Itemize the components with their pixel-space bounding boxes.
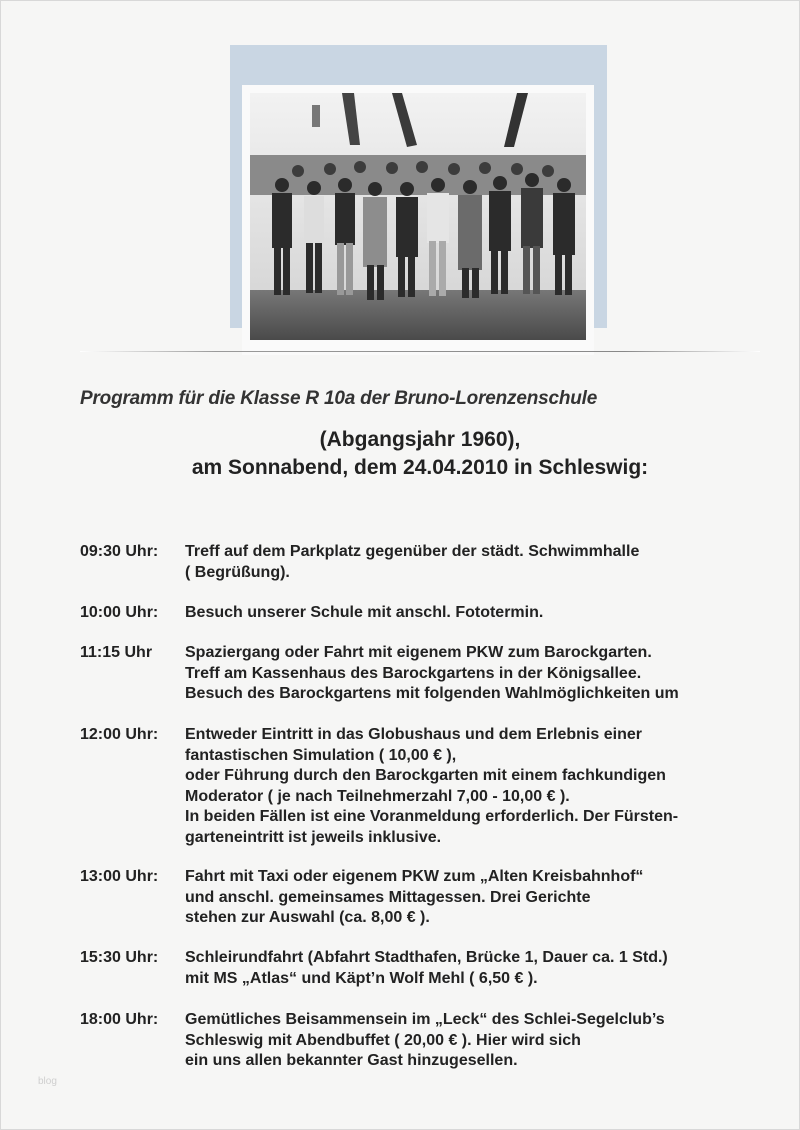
schedule-description (185, 867, 755, 929)
schedule-line: fantastischen Simulation ( 10,00 € ), (185, 746, 457, 764)
schedule-description (185, 725, 755, 848)
schedule-line: ( Begrüßung). (185, 563, 290, 581)
schedule-line: In beiden Fällen ist eine Voranmeldung erforderlich. Der Fürsten- (185, 808, 679, 825)
event-date-location: am Sonnabend, dem 24.04.2010 in Schleswig: (191, 456, 649, 479)
schedule-time: 18:00 Uhr: (80, 1011, 159, 1028)
schedule-line: Besuch unserer Schule mit anschl. Fototermin. (185, 604, 544, 621)
schedule-time: 15:30 Uhr: (80, 949, 159, 966)
schedule-line: Besuch des Barockgartens mit folgenden Wahlmöglichkeiten um (185, 685, 679, 702)
schedule-description (185, 948, 755, 989)
schedule-time: 09:30 Uhr: (80, 543, 159, 560)
schedule-line: Spaziergang oder Fahrt mit eigenem PKW zum Barockgarten. (185, 644, 652, 661)
schedule-time: 10:00 Uhr: (80, 604, 159, 621)
photo-frame (230, 45, 607, 328)
divider-line (80, 351, 760, 352)
schedule-description (185, 542, 755, 583)
schedule-time: 12:00 Uhr: (80, 726, 159, 743)
schedule-line: Entweder Eintritt in das Globushaus und dem Erlebnis einer (185, 726, 642, 743)
schedule-line: Fahrt mit Taxi oder eigenem PKW zum „Alten Kreisbahnhof“ (185, 868, 644, 885)
schedule-description (185, 1010, 755, 1072)
schedule-time: 11:15 Uhr (80, 644, 153, 661)
schedule-line: Moderator ( je nach Teilnehmerzahl 7,00 - 10,00 € ). (185, 787, 570, 805)
watermark-text: blog (38, 1076, 57, 1087)
class-photo-image (242, 85, 594, 355)
graduation-year: (Abgangsjahr 1960), (319, 428, 521, 451)
schedule-description (185, 643, 755, 705)
schedule-line: Schleswig mit Abendbuffet ( 20,00 € ). Hier wird sich (185, 1031, 581, 1049)
schedule-line: garteneintritt ist jeweils inklusive. (185, 828, 442, 846)
schedule-line: Treff auf dem Parkplatz gegenüber der städt. Schwimmhalle (185, 543, 640, 560)
schedule-description (185, 603, 755, 624)
program-title: Programm für die Klasse R 10a der Bruno-Lorenzenschule (80, 388, 598, 409)
schedule-line: oder Führung durch den Barockgarten mit einem fachkundigen (185, 767, 666, 784)
schedule-time: 13:00 Uhr: (80, 868, 159, 885)
schedule-line: Gemütliches Beisammensein im „Leck“ des Schlei-Segelclub’s (185, 1011, 665, 1028)
schedule-line: mit MS „Atlas“ und Käpt’n Wolf Mehl ( 6,50 € ). (185, 969, 538, 987)
schedule-line: und anschl. gemeinsames Mittagessen. Drei Gerichte (185, 888, 591, 906)
schedule-line: Treff am Kassenhaus des Barockgartens in der Königsallee. (185, 664, 642, 682)
schedule-line: Schleirundfahrt (Abfahrt Stadthafen, Brücke 1, Dauer ca. 1 Std.) (185, 949, 668, 966)
schedule-line: ein uns allen bekannter Gast hinzugesellen. (185, 1052, 518, 1069)
schedule-line: stehen zur Auswahl (ca. 8,00 € ). (185, 909, 430, 926)
